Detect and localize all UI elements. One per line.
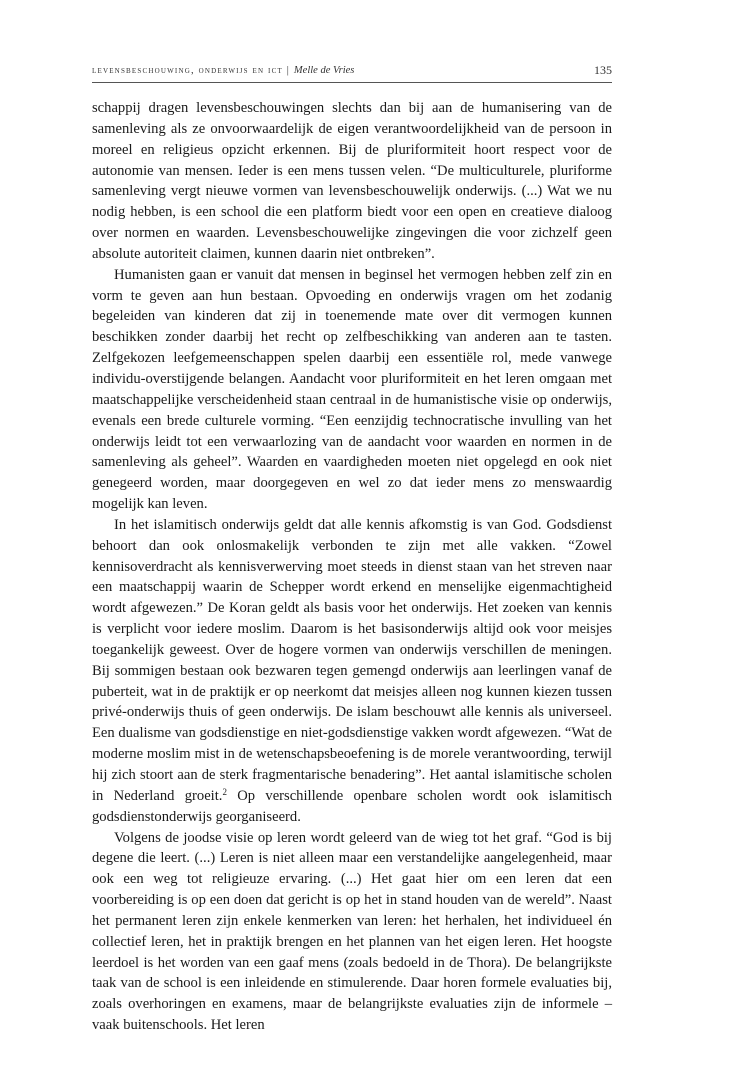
paragraph-text: schappij dragen levensbeschouwingen slechts dan bij aan de humanisering van de samenleving als ze onvoorwaardelijk de eigen verantwoordelijkheid van de persoon in moreel en religieus opzicht erkennen. Bij de pluriformiteit hoort respect voor de autonomie van mensen. Ieder is een mens tussen velen. “De multiculturele, pluriforme samenleving vergt nieuwe vormen van levensbeschouwelijk onderwijs. (...) Wat we nu nodig hebben, is een school die een platform biedt voor een open en creatieve dialoog over normen en waarden. Levensbeschouwelijke zingevingen die voor zichzelf geen absolute autoriteit claimen, kunnen daarin niet ontbreken”. [92,100,612,262]
paragraph-text-continued: Op verschillende openbare scholen wordt ook islamitisch godsdienstonderwijs georganiseerd. [92,787,612,825]
paragraph-text: Volgens de joodse visie op leren wordt geleerd van de wieg tot het graf. “God is bij degene die leert. (...) Leren is niet alleen maar een verstandelijke aangelegenheid, maar ook een weg tot religieuze ervaring. (...) Het gaat hier om een leren dat een voorbereiding is op een doen dat gericht is op het in stand houden van de wereld”. Naast het permanent leren zijn enkele kenmerken van leren: het herhalen, het individueel én collectief leren, het in praktijk brengen en het plannen van het eigen leren. Het hoogste leerdoel is het worden van een gaaf mens (zoals bedoeld in de Thora). De belangrijkste taak van de school is een inleidende en stimulerende. Daar horen formele evaluaties bij, zoals overhoringen en examens, maar de belangrijkste evaluaties zijn de informele – vaak buitenschools. Het leren [92,829,612,1034]
paragraph-judaism [92,828,612,1036]
paragraph-text: Humanisten gaan er vanuit dat mensen in beginsel het vermogen hebben zelf zin en vorm te geven aan hun bestaan. Opvoeding en onderwijs vragen om het zodanig begeleiden van kinderen dat zij in toenemende mate over dit vermogen kunnen beschikken zonder daarbij het recht op zelfbeschikking van anderen aan te tasten. Zelfgekozen leefgemeenschappen spelen daarbij een essentiële rol, mede vanwege individu-overstijgende belangen. Aandacht voor pluriformiteit en het leren omgaan met maatschappelijke verscheidenheid staan centraal in de humanistische visie op onderwijs, evenals een brede culturele vorming. “Een eenzijdig technocratische invulling van het onderwijs leidt tot een verwaarlozing van de aandacht voor waarden en normen in de samenleving als geheel”. Waarden en vaardigheden moeten niet opgelegd en ook niet genegeerd worden, maar doorgegeven en wel zo dat ieder mens zo menswaardig mogelijk kan leven. [92,266,612,513]
running-head-left [92,65,354,76]
paragraph-humanism [92,265,612,515]
running-head-title: levensbeschouwing, onderwijs en ict [92,65,283,76]
footnote-marker[interactable]: 2 [222,786,227,797]
body-text [92,98,612,1036]
running-head-author: Melle de Vries [293,65,355,76]
paragraph-islam [92,515,612,828]
header-divider [92,82,612,83]
paragraph-text: In het islamitisch onderwijs geldt dat alle kennis afkomstig is van God. Godsdienst behoort dan ook onlosmakelijk verbonden te zijn met alle vakken. “Zowel kennisoverdracht als kennisverwerving moet steeds in dienst staan van het streven naar een maatschappij waarin de Schepper wordt erkend en menselijke eigenmachtigheid wordt afgewezen.” De Koran geldt als basis voor het onderwijs. Het zoeken van kennis is verplicht voor iedere moslim. Daarom is het basisonderwijs altijd ook voor meisjes toegankelijk geweest. Over de hogere vormen van onderwijs verschillen de meningen. Bij sommigen bestaan ook bezwaren tegen gemengd onderwijs aan leerlingen vanaf de puberteit, wat in de praktijk er op neerkomt dat meisjes alleen nog kunnen kiezen tussen privé-onderwijs thuis of geen onderwijs. De islam beschouwt alle kennis als universeel. Een dualisme van godsdienstige en niet-godsdienstige vakken wordt afgewezen. “Wat de moderne moslim mist in de wetenschapsbeoefening is de morele verantwoording, terwijl hij zich stoort aan de sterk fragmentarische benadering”. Het aantal islamitische scholen in Nederland groeit. [92,516,612,804]
paragraph-continuation [92,98,612,265]
page-number: 135 [594,63,612,77]
running-head-separator: | [286,65,291,76]
running-head [92,63,612,81]
